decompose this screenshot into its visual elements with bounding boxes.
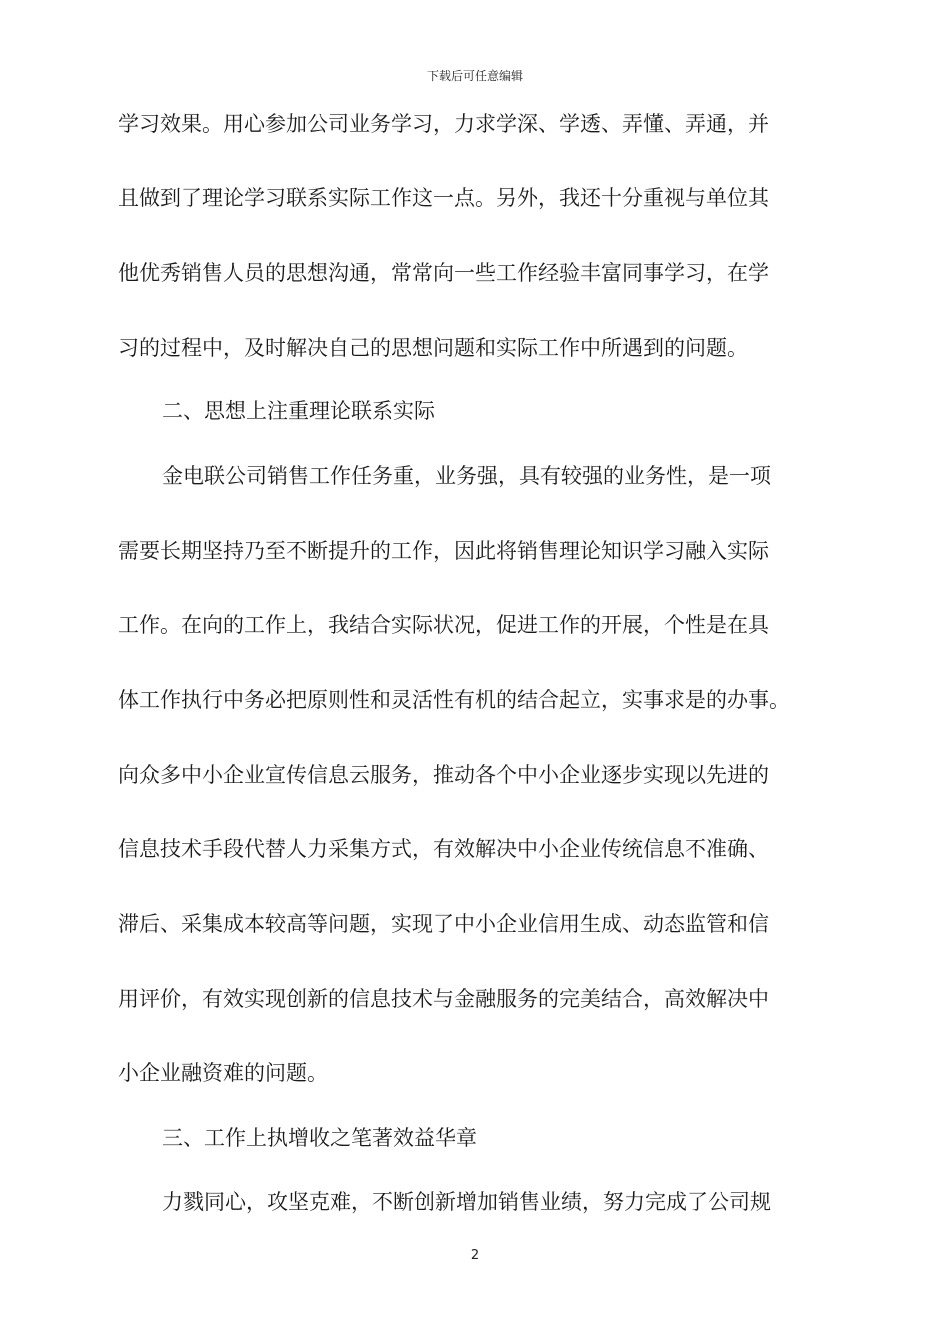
text-line: 工作。在向的工作上，我结合实际状况，促进工作的开展，个性是在具 — [118, 613, 769, 637]
text-line: 需要长期坚持乃至不断提升的工作，因此将销售理论知识学习融入实际 — [118, 539, 769, 563]
text-line: 习的过程中，及时解决自己的思想问题和实际工作中所遇到的问题。 — [118, 336, 748, 360]
text-line: 他优秀销售人员的思想沟通，常常向一些工作经验丰富同事学习，在学 — [118, 261, 769, 285]
text-line: 用评价，有效实现创新的信息技术与金融服务的完美结合，高效解决中 — [118, 987, 769, 1011]
page-number: 2 — [470, 1248, 480, 1263]
paragraph-first-line: 金电联公司销售工作任务重，业务强，具有较强的业务性，是一项 — [162, 464, 771, 488]
section-heading: 三、工作上执增收之笔著效益华章 — [162, 1126, 477, 1150]
text-line: 体工作执行中务必把原则性和灵活性有机的结合起立，实事求是的办事。 — [118, 688, 790, 712]
page-header-note: 下载后可任意编辑 — [426, 69, 523, 83]
text-line: 滞后、采集成本较高等问题，实现了中小企业信用生成、动态监管和信 — [118, 912, 769, 936]
text-line: 小企业融资难的问题。 — [118, 1061, 328, 1085]
text-line: 学习效果。用心参加公司业务学习，力求学深、学透、弄懂、弄通，并 — [118, 112, 769, 136]
paragraph-first-line: 力戮同心，攻坚克难，不断创新增加销售业绩，努力完成了公司规 — [162, 1190, 771, 1214]
section-heading: 二、思想上注重理论联系实际 — [162, 399, 435, 423]
text-line: 且做到了理论学习联系实际工作这一点。另外，我还十分重视与单位其 — [118, 186, 769, 210]
text-line: 信息技术手段代替人力采集方式，有效解决中小企业传统信息不准确、 — [118, 837, 769, 861]
text-line: 向众多中小企业宣传信息云服务，推动各个中小企业逐步实现以先进的 — [118, 763, 769, 787]
